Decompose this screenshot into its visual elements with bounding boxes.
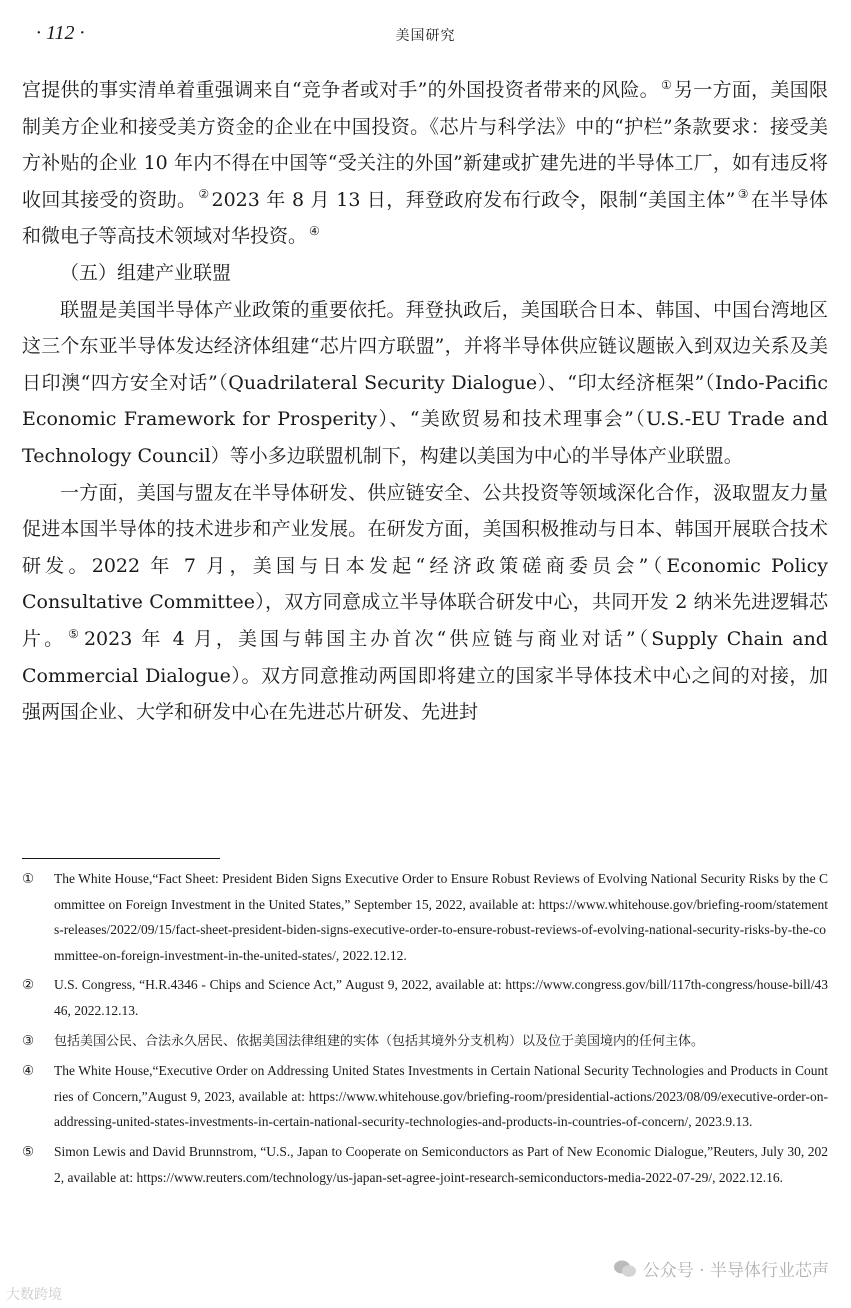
- footnote-separator: [22, 858, 220, 859]
- footnote: [22, 1139, 828, 1190]
- watermark-left: 大数跨境: [6, 1287, 62, 1303]
- paragraph-text: 在半导体和微电子等高技术领域对华投资。: [22, 188, 828, 248]
- footnote: [22, 972, 828, 1023]
- footnote: [22, 866, 828, 968]
- footnote-text: U.S. Congress, “H.R.4346 - Chips and Science Act,” August 9, 2022, available at: https://www.congress.gov/bill/117th-congress/house-bill/4346, 2022.12.13.: [54, 977, 828, 1018]
- footnote-text: Simon Lewis and David Brunnstrom, “U.S., Japan to Cooperate on Semiconductors as Part of New Economic Dialogue,”Reuters, July 30, 2022, available at: https://www.reuters.com/technology/us-japan-set-agree-joint-research-semiconductors-media-2022-07-29/, 2022.12.16.: [54, 1143, 828, 1185]
- footnote-marker: ②: [22, 977, 35, 993]
- paragraph-text: 另一方面，美国限制美方企业和接受美方资金的企业在中国投资。《芯片与科学法》中的“护栏”条款要求：接受美方补贴的企业 10 年内不得在中国等“受关注的外国”新建或扩建先进的半导体工厂，如有违反将收回其接受的资助。: [22, 79, 828, 211]
- paragraph-text: 一方面，美国与盟友在半导体研发、供应链安全、公共投资等领域深化合作，汲取盟友力量促进本国半导体的技术进步和产业发展。在研发方面，美国积极推动与日本、韩国开展联合技术研发。2022 年 7 月，美国与日本发起“经济政策磋商委员会”（Economic Policy Consultative Committee），双方同意成立半导体联合研发中心，共同开发 2 纳米先进逻辑芯片。: [22, 481, 828, 650]
- footnote-text: The White House,“Fact Sheet: President Biden Signs Executive Order to Ensure Robust Reviews of Evolving National Security Risks by the Committee on Foreign Investment in the United States,” September 15, 2022, available at: https://www.whitehouse.gov/briefing-room/statements-releases/2022/09/15/fact-sheet-president-biden-signs-executive-order-to-ensure-robust-reviews-of-evolving-national-security-risks-by-the-committee-on-foreign-investment-in-the-united-states/, 2022.12.12.: [54, 871, 829, 963]
- footnote-ref[interactable]: ③: [737, 187, 749, 202]
- section-heading: （五）组建产业联盟: [60, 261, 232, 284]
- paragraph: 联盟是美国半导体产业政策的重要依托。拜登执政后，美国联合日本、韩国、中国台湾地区这三个东亚半导体发达经济体组建“芯片四方联盟”，并将半导体供应链议题嵌入到双边关系及美日印澳“四方安全对话”（Quadrilateral Security Dialogue）、“印太经济框架”（Indo-Pacific Economic Framework for Prosperity）、“美欧贸易和技术理事会”（U.S.-EU Trade and Technology Council）等小多边联盟机制下，构建以美国为中心的半导体产业联盟。: [22, 298, 828, 467]
- body-text: [22, 72, 828, 731]
- paragraph-text: 宫提供的事实清单着重强调来自“竞争者或对手”的外国投资者带来的风险。: [22, 79, 659, 101]
- footnote-ref[interactable]: ②: [198, 187, 210, 202]
- footnote-marker: ④: [22, 1063, 35, 1079]
- watermark-text: 公众号 · 半导体行业芯声: [642, 1261, 829, 1281]
- page-number: · 112 ·: [36, 22, 85, 44]
- wechat-icon: [613, 1260, 637, 1278]
- watermark-right: [613, 1256, 829, 1281]
- paragraph: [22, 475, 828, 731]
- footnote-marker: ⑤: [22, 1143, 35, 1159]
- footnote: [22, 1058, 828, 1135]
- footnote-ref[interactable]: ⑤: [68, 626, 82, 641]
- footnotes: [22, 862, 828, 1190]
- footnote: [22, 1028, 828, 1055]
- footnote-ref[interactable]: ①: [660, 77, 673, 92]
- paragraph-text: 2023 年 4 月，美国与韩国主办首次“供应链与商业对话”（Supply Chain and Commercial Dialogue）。双方同意推动两国即将建立的国家半导体技术中心之间的对接，加强两国企业、大学和研发中心在先进芯片研发、先进封: [22, 627, 828, 724]
- paragraph-text: 2023 年 8 月 13 日，拜登政府发布行政令，限制“美国主体”: [211, 188, 736, 211]
- page-header: [36, 22, 815, 50]
- footnote-marker: ①: [22, 871, 35, 886]
- paragraph: [22, 72, 828, 255]
- footnote-marker: ③: [22, 1032, 35, 1048]
- footnote-text: 包括美国公民、合法永久居民、依据美国法律组建的实体（包括其境外分支机构）以及位于美国境内的任何主体。: [54, 1033, 705, 1049]
- journal-title: 美国研究: [395, 28, 456, 44]
- footnote-text: The White House,“Executive Order on Addressing United States Investments in Certain National Security Technologies and Products in Countries of Concern,”August 9, 2023, available at: https://www.whitehouse.gov/briefing-room/presidential-actions/2023/08/09/executive-order-on-addressing-united-states-investments-in-certain-national-security-technologies-and-products-in-countries-of-concern/, 2023.9.13.: [54, 1063, 828, 1130]
- footnote-ref[interactable]: ④: [309, 224, 320, 239]
